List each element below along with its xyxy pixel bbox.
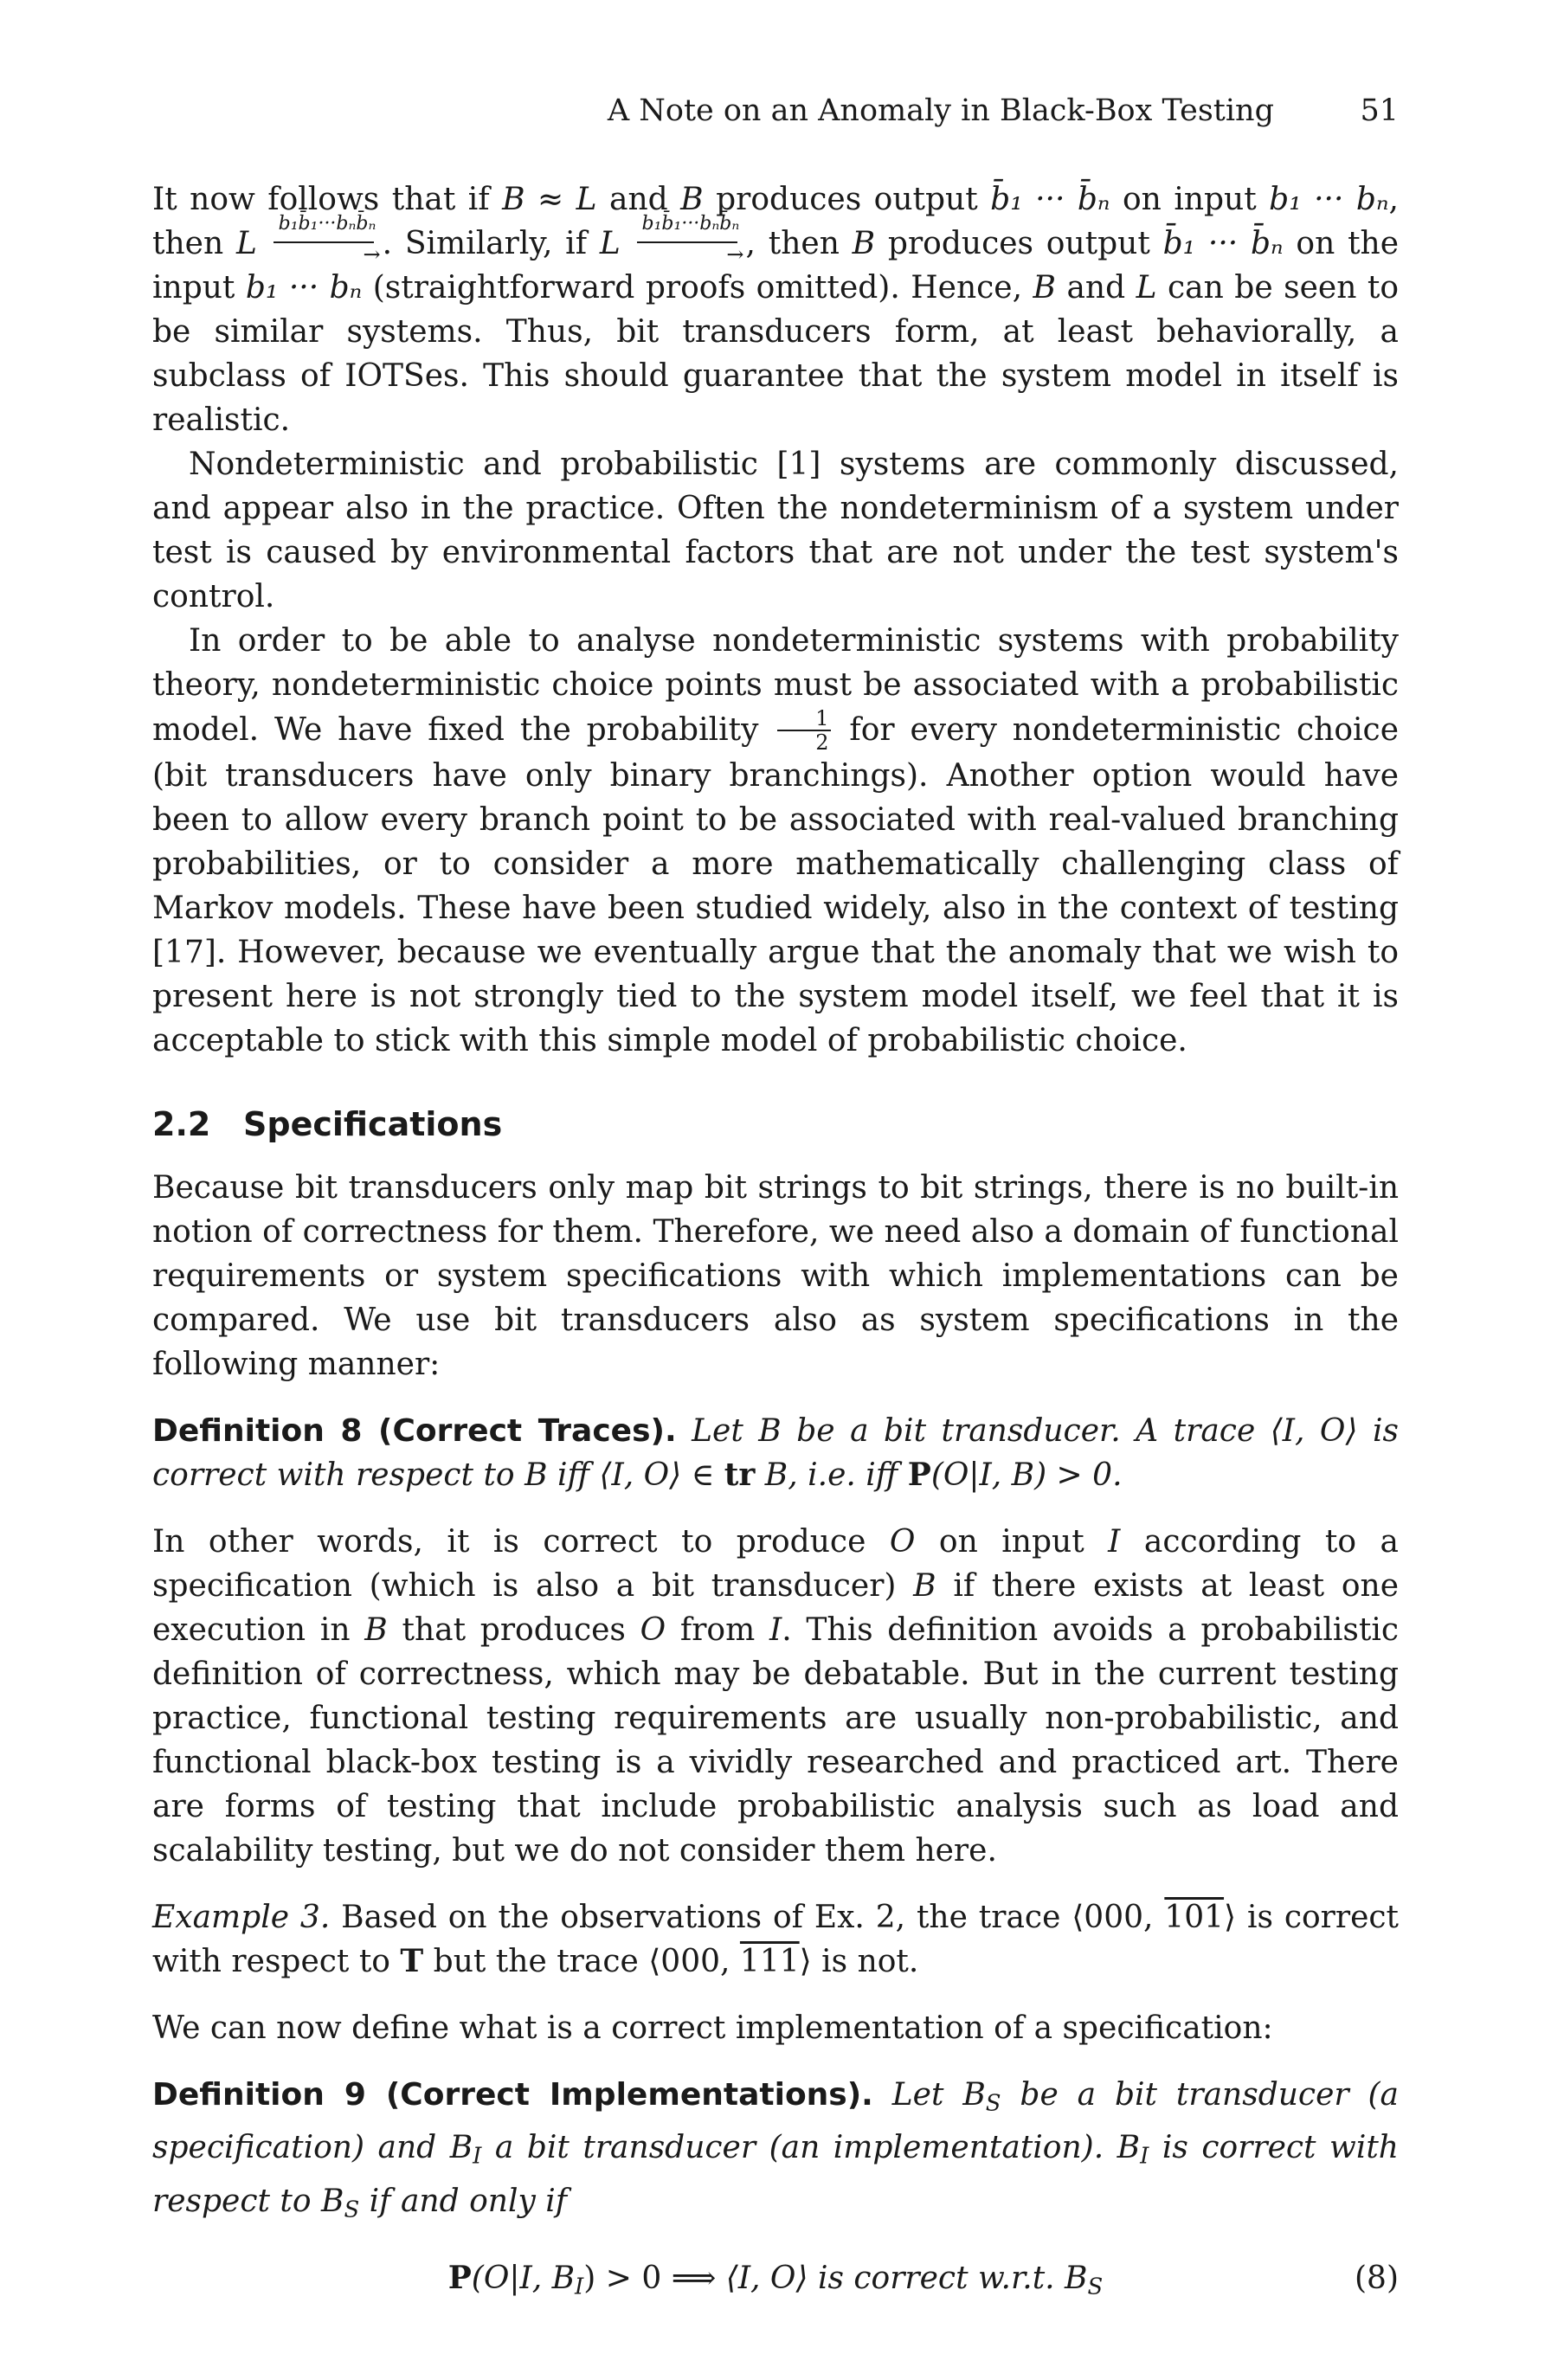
labeled-transition-arrow xyxy=(634,213,746,267)
paragraph-implementation-intro: We can now define what is a correct implementation of a specification: xyxy=(152,2010,1273,2046)
output-string: b̄₁ ··· b̄ₙ xyxy=(990,182,1110,217)
labeled-transition-arrow xyxy=(270,213,383,267)
paragraph-probability-model: In order to be able to analyse nondeterministic systems with probability theory, nondeterministic choice points must be associated with a probabilistic model. We have fixed the probability $\frac{1}{2}$ for every nondeterministic choice (bit transducers have only binary branchings). Another option would have been to allow every branch point to be associated with real-valued branching probabilities, or to consider a more mathematically challenging class of Markov models. These have been studied widely, also in the context of testing [17]. However, because we eventually argue that the anomaly that we wish to present here is not strongly tied to the system model itself, we feel that it is acceptable to stick with this simple model of probabilistic choice. xyxy=(152,623,1399,1058)
section-number: 2.2 xyxy=(152,1105,211,1143)
arrow-head-icon: → xyxy=(726,242,744,267)
arrow-label: b₁b̄₁···bₙb̄ₙ xyxy=(278,213,376,235)
section-title: Specifications xyxy=(243,1105,503,1143)
equation-number: (8) xyxy=(1355,2261,1399,2297)
input-string: b₁ ··· bₙ xyxy=(1269,182,1389,217)
running-header xyxy=(0,93,1551,138)
paragraph-correctness-discussion: In other words, it is correct to produce O on input I according to a specification (which is also a bit transducer) B if there exists at least one execution in B that produces O from I. This definition avoids a probabilistic definition of correctness, which may be debatable. But in the current testing practice, functional testing requirements are usually non-probabilistic, and functional black-box testing is a vividly researched and practiced art. There are forms of testing that include probabilistic analysis such as load and scalability testing, but we do not consider them here. xyxy=(152,1524,1400,1869)
section-heading xyxy=(152,1103,1399,1147)
definition-8-heading: Definition 8 (Correct Traces). xyxy=(152,1413,677,1449)
paragraph-nondeterminism: Nondeterministic and probabilistic [1] systems are commonly discussed, and appear also in the practice. Often the nondeterminism of a system under test is caused by environmental factors that are not under the test system's control. xyxy=(152,447,1399,614)
fraction-one-half: $\frac{1}{2}$ xyxy=(777,707,830,754)
equation-8 xyxy=(152,2256,1399,2301)
arrow-label: b₁b̄₁···bₙb̄ₙ xyxy=(641,213,740,235)
definition-9: Definition 9 (Correct Implementations). Let $B_S$ be a bit transducer (a specification) and $B_I$ a bit transducer (an implementation). $B_I$ is correct with respect to $B_S$ if and only if xyxy=(152,2077,1399,2223)
definition-9-heading: Definition 9 (Correct Implementations). xyxy=(152,2077,873,2113)
paragraph-bisimilarity: It now follows that if B ≈ L and B produces output b̄₁ ··· b̄ₙ on input b₁ ··· bₙ, then L b₁b̄₁···bₙb̄ₙ → . Similarly, if L b₁b̄₁···bₙb̄ₙ → , then B produces output b̄₁ ··· b̄ₙ on the input b₁ ··· bₙ (straightforward proofs omitted). Hence, B and L can be seen to be similar systems. Thus, bit transducers form, at least behaviorally, a subclass of IOTSes. This should guarantee that the system model in itself is realistic. xyxy=(152,182,1400,438)
equation-body: P(O|I, $B_I) > 0$ ⟹ ⟨I, O⟩ is correct w.r.t. $B_S$ xyxy=(447,2260,1104,2300)
running-title: A Note on an Anomaly in Black-Box Testing xyxy=(607,93,1274,128)
definition-8: Definition 8 (Correct Traces). Let B be a bit transducer. A trace ⟨I, O⟩ is correct with respect to B iff ⟨I, O⟩ ∈ tr B, i.e. iff P(O|I, B) > 0. xyxy=(152,1413,1399,1493)
example-3: Example 3. Based on the observations of Ex. 2, the trace ⟨000, 101⟩ is correct with respect to T but the trace ⟨000, 111⟩ is not. xyxy=(152,1900,1400,1979)
page-number: 51 xyxy=(1360,93,1399,128)
example-3-label: Example 3. xyxy=(152,1900,331,1935)
body-text xyxy=(152,177,1399,2301)
arrow-head-icon: → xyxy=(363,242,381,267)
paragraph-specifications-intro: Because bit transducers only map bit strings to bit strings, there is no built-in notion of correctness for them. Therefore, we need also a domain of functional requirements or system specifications with which implementations can be compared. We use bit transducers also as system specifications in the following manner: xyxy=(152,1170,1399,1382)
